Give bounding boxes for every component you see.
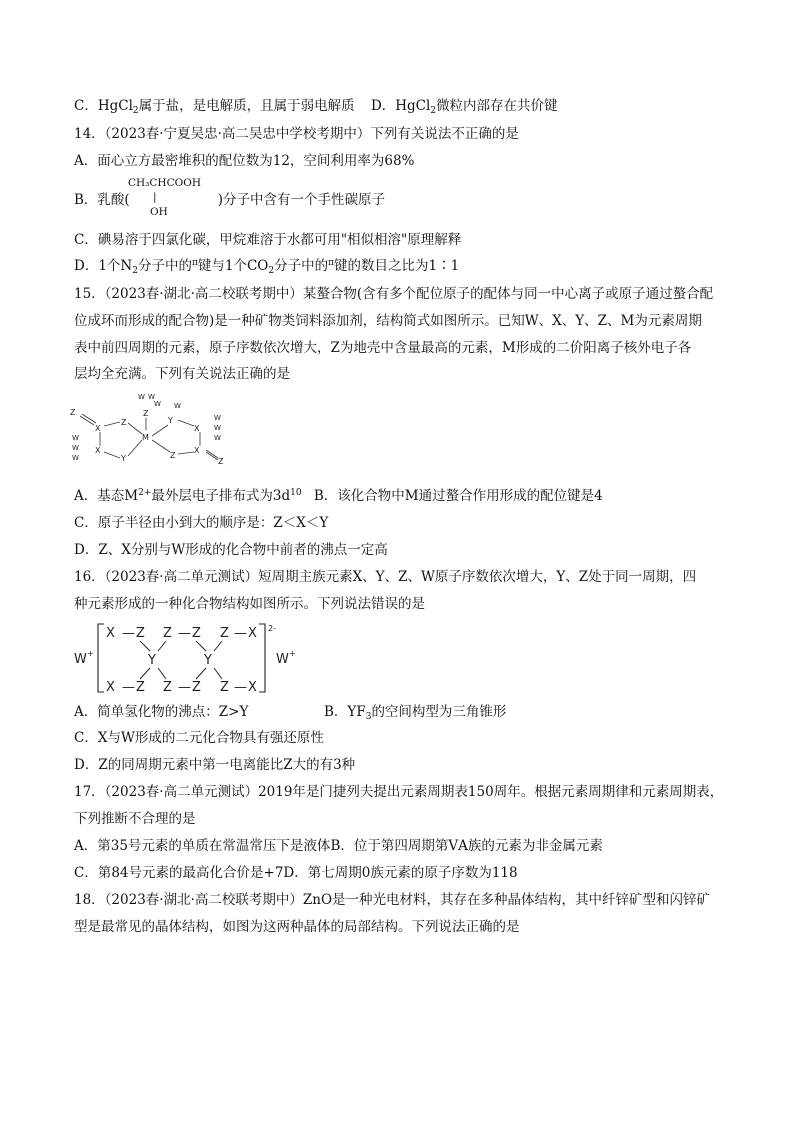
q15-stem-line4: 层均全充满。下列有关说法正确的是 — [74, 366, 290, 382]
q17-option-b: B．位于第四周期第ⅤA族的元素为非金属元素 — [330, 838, 603, 854]
svg-text:—: — — [178, 680, 191, 695]
q13-option-c: C．HgCl$_2$属于盐，是电解质，且属于弱电解质 — [74, 98, 355, 116]
svg-text:W: W — [72, 444, 79, 452]
svg-text:W: W — [72, 434, 79, 442]
svg-text:Z: Z — [163, 626, 172, 641]
svg-text:2-: 2- — [268, 624, 276, 633]
svg-text:Z: Z — [121, 418, 127, 427]
svg-text:Z: Z — [163, 680, 172, 695]
svg-text:Y: Y — [204, 653, 212, 668]
svg-text:—: — — [234, 680, 247, 695]
svg-text:Z: Z — [220, 680, 229, 695]
svg-text:Z: Z — [220, 626, 229, 641]
q15-option-a: A．基态$M^{2+}$最外层电子排布式为$3d^{10}$ — [74, 488, 302, 504]
q14-option-d: D．1个$N_2$分子中的$^\pi$键与1个$CO_2$分子中的$^\pi$键的数目之比为1∶1 — [74, 258, 460, 276]
svg-text:+: + — [87, 649, 94, 658]
anion-structure-figure — [70, 620, 310, 698]
q15-stem-line1: 15．（2023春·湖北·高二校联考期中）某螯合物(含有多个配位原子的配体与同一中心离子或原子通过螯合配 — [74, 286, 714, 302]
svg-text:W: W — [214, 414, 221, 422]
svg-text:W: W — [148, 393, 155, 401]
q17-option-a: A．第35号元素的单质在常温常压下是液体 — [74, 838, 331, 854]
q14-option-b: B．乳酸( )分子中含有一个手性碳原子 — [74, 192, 385, 208]
svg-text:X: X — [248, 680, 257, 695]
svg-text:X: X — [95, 424, 101, 433]
q15-option-c: C．原子半径由小到大的顺序是：Z＜X＜Y — [74, 515, 329, 531]
svg-text:Y: Y — [121, 454, 126, 463]
svg-text:W: W — [174, 402, 181, 410]
svg-text:+: + — [289, 649, 296, 658]
q15-option-b: B．该化合物中M通过螯合作用形成的配位键是4 — [313, 488, 603, 504]
q17-options-cd — [74, 863, 518, 883]
svg-text:Z: Z — [136, 626, 145, 641]
svg-text:—: — — [122, 680, 135, 695]
q16-option-c: C．X与W形成的二元化合物具有强还原性 — [74, 730, 324, 746]
q15-stem-line2: 位成环而形成的配合物)是一种矿物类饲料添加剂，结构简式如图所示。已知W、X、Y、Z、M为元素周期 — [74, 313, 702, 329]
svg-text:Z: Z — [170, 451, 176, 460]
svg-text:W: W — [214, 424, 221, 432]
svg-text:W: W — [214, 434, 221, 442]
q16-option-b: B．$YF_3$的空间构型为三角锥形 — [324, 704, 507, 722]
lactic-acid-formula: CH₃CHCOOH | OH — [128, 177, 201, 218]
chelate-structure-figure — [66, 390, 236, 468]
q16-option-d: D．Z的同周期元素中第一电离能比Z大的有3种 — [74, 757, 356, 773]
svg-text:—: — — [122, 626, 135, 641]
q15-stem-line3: 表中前四周期的元素，原子序数依次增大，Z为地壳中含量最高的元素，M形成的二价阳离子核外电子各 — [74, 340, 692, 356]
q15-option-d: D．Z、X分别与W形成的化合物中前者的沸点一定高 — [74, 542, 388, 558]
svg-text:X: X — [95, 446, 101, 455]
q16-stem-line2: 种元素形成的一种化合物结构如图所示。下列说法错误的是 — [74, 596, 425, 612]
q18-stem-line1: 18．（2023春·湖北·高二校联考期中）ZnO是一种光电材料，其存在多种晶体结构，其中纤锌矿型和闪锌矿 — [74, 892, 711, 908]
svg-text:Z: Z — [192, 680, 201, 695]
q17-option-d: D．第七周期0族元素的原子序数为118 — [283, 865, 518, 881]
q17-stem-line2: 下列推断不合理的是 — [74, 811, 196, 827]
svg-text:X: X — [248, 626, 257, 641]
svg-text:W: W — [154, 400, 161, 408]
svg-text:Z: Z — [218, 457, 224, 466]
svg-text:Z: Z — [143, 409, 149, 418]
q17-stem-line1: 17．（2023春·高二单元测试）2019年是门捷列夫提出元素周期表150周年。根据元素周期律和元素周期表， — [74, 784, 724, 800]
svg-text:W: W — [138, 393, 145, 401]
q13-option-d: D．HgCl$_2$微粒内部存在共价键 — [370, 98, 558, 116]
svg-text:Y: Y — [168, 416, 173, 425]
q17-option-c: C．第84号元素的最高化合价是+7 — [74, 865, 284, 881]
svg-text:Y: Y — [148, 653, 156, 668]
svg-text:—: — — [178, 626, 191, 641]
svg-text:Z: Z — [70, 408, 76, 417]
svg-text:X: X — [106, 680, 115, 695]
svg-text:Z: Z — [192, 626, 201, 641]
svg-text:M: M — [142, 433, 149, 442]
q16-option-a: A．简单氢化物的沸点：Z>Y — [74, 704, 249, 720]
svg-text:X: X — [194, 424, 200, 433]
svg-text:Z: Z — [136, 680, 145, 695]
svg-text:W: W — [72, 454, 79, 462]
svg-text:X: X — [194, 446, 200, 455]
q17-options-ab — [74, 836, 603, 856]
q14-option-c: C．碘易溶于四氯化碳，甲烷难溶于水都可用"相似相溶"原理解释 — [74, 232, 462, 248]
q13-options-cd — [74, 96, 558, 116]
svg-text:W: W — [276, 652, 289, 667]
q15-options-ab — [74, 486, 603, 506]
q14-option-a: A．面心立方最密堆积的配位数为12，空间利用率为68% — [74, 153, 415, 169]
svg-text:—: — — [234, 626, 247, 641]
q16-stem-line1: 16．（2023春·高二单元测试）短周期主族元素X、Y、Z、W原子序数依次增大，Y、Z处于同一周期，四 — [74, 569, 697, 585]
q18-stem-line2: 型是最常见的晶体结构，如图为这两种晶体的局部结构。下列说法正确的是 — [74, 919, 520, 935]
svg-text:W: W — [74, 652, 87, 667]
q14-stem: 14．（2023春·宁夏吴忠·高二吴忠中学校考期中）下列有关说法不正确的是 — [74, 126, 519, 142]
svg-text:X: X — [106, 626, 115, 641]
